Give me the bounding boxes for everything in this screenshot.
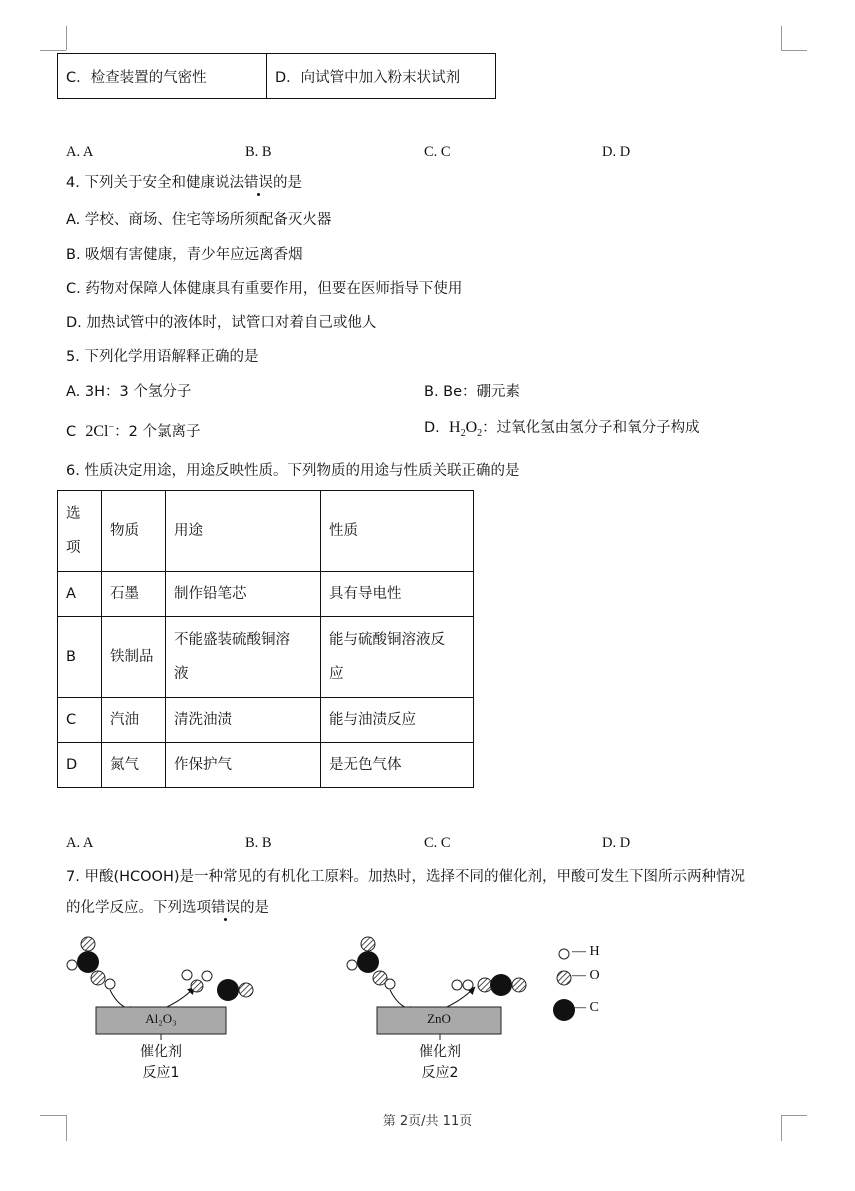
hcooh-molecule-1: [67, 937, 115, 989]
header-use: 用途: [166, 491, 321, 572]
hcooh-molecule-2: [347, 937, 395, 989]
table-row: [58, 572, 474, 617]
q5-option-d[interactable]: D. $H_2O_2$：过氧化氢由氢分子和氧分子构成: [424, 419, 700, 439]
q6-table: [57, 490, 474, 788]
q3-choice-c[interactable]: C. C: [424, 144, 451, 160]
legend-o: — O: [572, 968, 600, 983]
table-cell: 氮气: [102, 743, 166, 788]
q7-stem-line1: 7. 甲酸(HCOOH)是一种常见的有机化工原料。加热时，选择不同的催化剂，甲酸可发生下图所示两种情况: [66, 869, 746, 885]
crop-mark: [40, 50, 66, 51]
table-cell: C: [58, 698, 102, 743]
catalyst-2-label: ZnO: [427, 1011, 451, 1026]
table-cell: 能与油渍反应: [321, 698, 474, 743]
legend-c: — C: [572, 1000, 599, 1015]
q4-stem: 4. 下列关于安全和健康说法错误的是: [66, 175, 302, 191]
q3-option-d: D．向试管中加入粉末状试剂: [267, 54, 496, 99]
table-cell: 制作铅笔芯: [166, 572, 321, 617]
q5-option-b[interactable]: B. Be：硼元素: [424, 384, 521, 400]
table-cell: B: [58, 617, 102, 698]
q7-emphasis: 错误: [211, 900, 240, 916]
table-cell: D: [58, 743, 102, 788]
q3-choice-b[interactable]: B. B: [245, 144, 272, 160]
q6-choice-c[interactable]: C. C: [424, 835, 451, 851]
crop-mark: [781, 26, 782, 50]
catalyst-caption-1: 催化剂: [140, 1044, 182, 1060]
q4-option-c[interactable]: C. 药物对保障人体健康具有重要作用，但要在医师指导下使用: [66, 281, 463, 297]
q4-emphasis: 错误: [243, 175, 273, 191]
table-cell: A: [58, 572, 102, 617]
q3-option-c: C．检查装置的气密性: [58, 54, 267, 99]
q6-choice-d[interactable]: D. D: [602, 835, 631, 851]
q3-choice-d[interactable]: D. D: [602, 144, 631, 160]
crop-mark: [66, 26, 67, 50]
products-reaction-1: [182, 970, 253, 1001]
table-cell: 石墨: [102, 572, 166, 617]
crop-mark: [781, 50, 807, 51]
table-row: [58, 698, 474, 743]
q5-option-c[interactable]: C 2Cl−：2 个氯离子: [66, 422, 201, 440]
q6-choice-b[interactable]: B. B: [245, 835, 272, 851]
table-cell: 具有导电性: [321, 572, 474, 617]
table-row: [58, 743, 474, 788]
legend-o-marker: [557, 971, 571, 985]
reaction-2-caption: 反应2: [421, 1065, 459, 1081]
legend-h-marker: [559, 949, 569, 959]
catalyst-caption-2: 催化剂: [419, 1044, 461, 1060]
q4-option-a[interactable]: A. 学校、商场、住宅等场所须配备灭火器: [66, 212, 332, 228]
table-row: [58, 617, 474, 698]
table-cell: 是无色气体: [321, 743, 474, 788]
table-cell: 能与硫酸铜溶液反应: [321, 617, 474, 698]
q6-stem: 6. 性质决定用途，用途反映性质。下列物质的用途与性质关联正确的是: [66, 463, 520, 479]
page-footer: 第 2页/共 11页: [382, 1114, 473, 1129]
table-cell: 铁制品: [102, 617, 166, 698]
table-cell: 不能盛装硫酸铜溶液: [166, 617, 321, 698]
products-reaction-2: [452, 974, 526, 996]
legend-h: — H: [572, 944, 600, 959]
table-cell: 作保护气: [166, 743, 321, 788]
header-option: 选项: [58, 491, 102, 572]
catalyst-1-label: Al₂O₃: [145, 1011, 177, 1026]
header-substance: 物质: [102, 491, 166, 572]
table-cell: 汽油: [102, 698, 166, 743]
table-header-row: [58, 491, 474, 572]
table-cell: 清洗油渍: [166, 698, 321, 743]
q7-stem-line2: 的化学反应。下列选项错误的是: [66, 900, 269, 916]
q3-options-table: [57, 53, 496, 99]
q3-choice-a[interactable]: A. A: [66, 144, 94, 160]
q5-stem: 5. 下列化学用语解释正确的是: [66, 349, 259, 365]
q4-option-b[interactable]: B. 吸烟有害健康，青少年应远离香烟: [66, 247, 303, 263]
q4-option-d[interactable]: D. 加热试管中的液体时，试管口对着自己或他人: [66, 315, 377, 331]
q5-option-a[interactable]: A. 3H：3 个氢分子: [66, 384, 192, 400]
reaction-1-caption: 反应1: [142, 1065, 180, 1081]
header-property: 性质: [321, 491, 474, 572]
q6-choice-a[interactable]: A. A: [66, 835, 94, 851]
